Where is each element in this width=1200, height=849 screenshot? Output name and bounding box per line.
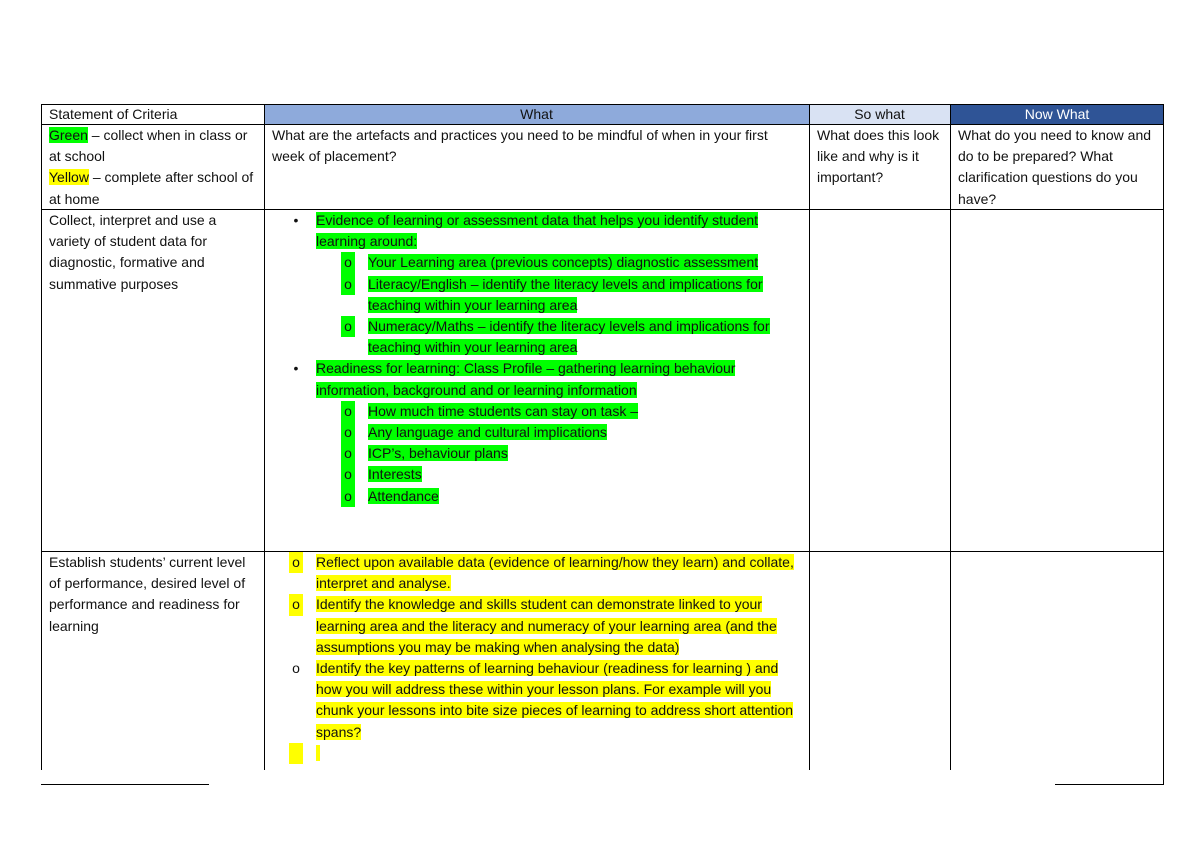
legend-green-word: Green xyxy=(49,127,88,143)
row2-item1: Reflect upon available data (evidence of learning/how they learn) and collate, interpret and analyse. xyxy=(316,554,794,592)
legend-yellow-text: – complete after school of at home xyxy=(49,169,254,207)
list-item xyxy=(264,210,801,252)
legend-yellow-word: Yellow xyxy=(49,169,89,186)
table-top-border xyxy=(41,104,1164,105)
list-item xyxy=(264,464,801,485)
list-item xyxy=(264,486,801,507)
row1-criteria-text: Collect, interpret and use a variety of student data for diagnostic, formative and summative purposes xyxy=(49,212,217,292)
table-right-border xyxy=(1163,104,1164,784)
row2-item3: Identify the key patterns of learning behaviour (readiness for learning ) and how you will address these within your lesson plans. For example will you chunk your lessons into bite size pieces of learning to address short attention spans? xyxy=(316,660,794,740)
header-now-what-label: Now What xyxy=(1024,106,1090,122)
row1-criteria xyxy=(41,210,264,550)
header-so-what-label: So what xyxy=(854,106,905,122)
header-what-label: What xyxy=(520,106,553,122)
list-item xyxy=(264,422,801,443)
circle-marker: o xyxy=(341,274,355,295)
row1-bullet1: Evidence of learning or assessment data that helps you identify student learning around: xyxy=(316,212,759,250)
circle-marker: o xyxy=(341,252,355,273)
circle-marker: o xyxy=(341,443,355,464)
header-what xyxy=(264,104,809,124)
now-what-prompt-text: What do you need to know and do to be prepared? What clarification questions do you have? xyxy=(958,127,1152,207)
row1-list xyxy=(264,210,801,507)
header-so-what xyxy=(809,104,950,124)
list-item xyxy=(264,252,801,273)
row1-sub1: Your Learning area (previous concepts) diagnostic assessment xyxy=(368,254,759,271)
header-criteria-label: Statement of Criteria xyxy=(49,106,178,122)
list-item xyxy=(264,401,801,422)
so-what-prompt xyxy=(809,125,950,209)
row1-sub8: Attendance xyxy=(368,487,439,504)
bullet-marker: • xyxy=(293,360,299,377)
row1-sub5: Any language and cultural implications xyxy=(368,424,607,441)
circle-marker xyxy=(289,743,303,764)
row2-item4-cutoff xyxy=(316,745,320,761)
row2-list xyxy=(264,552,801,764)
row2-item2: Identify the knowledge and skills student can demonstrate linked to your learning area and the literacy and numeracy of your learning area (and the assumptions you may be making when analysing the data) xyxy=(316,596,777,655)
list-item xyxy=(264,552,801,594)
footer-line-left xyxy=(41,784,209,785)
list-item xyxy=(264,743,801,764)
legend-green-text: – collect when in class or at school xyxy=(49,127,248,165)
row1-sub4: How much time students can stay on task – xyxy=(368,402,639,419)
circle-marker: o xyxy=(289,552,303,573)
row2-criteria xyxy=(41,552,264,770)
row1-bullet2: Readiness for learning: Class Profile – gathering learning behaviour information, background and or learning information xyxy=(316,360,736,398)
list-item xyxy=(264,316,801,358)
row1-bottom-border xyxy=(41,551,1164,552)
header-now-what xyxy=(950,104,1164,124)
what-prompt xyxy=(264,125,809,209)
criteria-table xyxy=(41,104,1164,784)
circle-marker: o xyxy=(289,594,303,615)
circle-marker: o xyxy=(341,401,355,422)
circle-marker: o xyxy=(292,660,300,677)
circle-marker: o xyxy=(341,422,355,443)
row2-so-what xyxy=(809,552,950,770)
circle-marker: o xyxy=(341,464,355,485)
col-divider-3 xyxy=(950,104,951,770)
so-what-prompt-text: What does this look like and why is it important? xyxy=(817,127,940,186)
row2-criteria-text: Establish students’ current level of performance, desired level of performance and readiness for learning xyxy=(49,554,246,634)
row1-sub3: Numeracy/Maths – identify the literacy levels and implications for teaching within your learning area xyxy=(368,318,770,356)
legend-cell xyxy=(41,125,264,209)
list-item xyxy=(264,658,801,743)
circle-marker: o xyxy=(341,486,355,507)
header-criteria xyxy=(41,104,264,124)
footer-line-right xyxy=(1055,784,1164,785)
row2-now-what xyxy=(950,552,1164,770)
header-bottom-border xyxy=(41,124,1164,125)
prompt-row-bottom-border xyxy=(41,209,1164,210)
now-what-prompt xyxy=(950,125,1164,209)
table-left-border xyxy=(41,104,42,770)
what-prompt-text: What are the artefacts and practices you need to be mindful of when in your first week of placement? xyxy=(272,127,768,165)
list-item xyxy=(264,358,801,400)
row1-so-what xyxy=(809,210,950,550)
circle-marker: o xyxy=(341,316,355,337)
row2-what xyxy=(264,552,809,770)
list-item xyxy=(264,594,801,658)
list-item xyxy=(264,443,801,464)
col-divider-1 xyxy=(264,104,265,770)
col-divider-2 xyxy=(809,104,810,770)
bullet-marker: • xyxy=(293,212,299,228)
row1-now-what xyxy=(950,210,1164,550)
row1-sub2: Literacy/English – identify the literacy levels and implications for teaching within your learning area xyxy=(368,275,763,313)
row1-sub7: Interests xyxy=(368,466,422,483)
list-item xyxy=(264,274,801,316)
row1-what xyxy=(264,210,809,550)
row1-sub6: ICP’s, behaviour plans xyxy=(368,445,508,462)
